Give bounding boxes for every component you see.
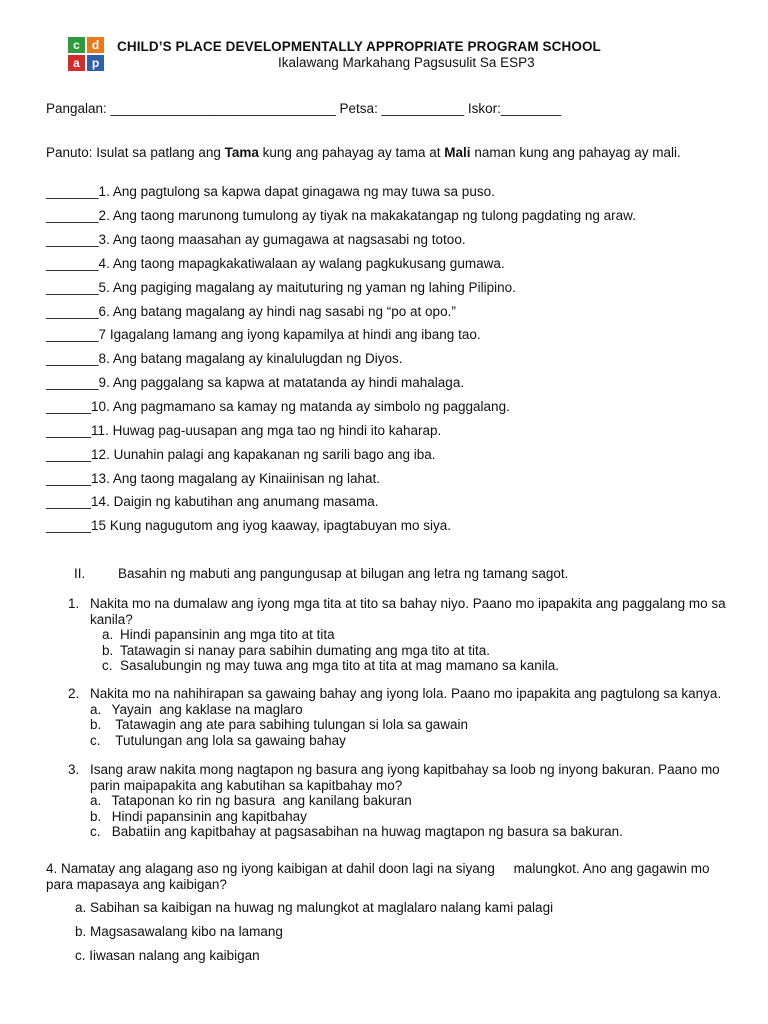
- question-number: 2.: [68, 686, 80, 701]
- tf-item-15: ______15 Kung nagugutom ang iyog kaaway, ipagtabuyan mo siya.: [46, 518, 452, 533]
- option-c: c. Babatiin ang kapitbahay at pagsasabihan na huwag magtapon ng basura sa bakuran.: [90, 824, 623, 839]
- exam-title: Ikalawang Markahang Pagsusulit Sa ESP3: [278, 55, 535, 70]
- option-b: b. Tatawagin si nanay para sabihin dumating ang mga tito at tita.: [102, 642, 490, 658]
- q4-option-a: a. Sabihan sa kaibigan na huwag ng malungkot at maglalaro nalang kami palagi: [75, 900, 554, 915]
- section-2-number: II.: [74, 566, 86, 581]
- tf-item-5: _______5. Ang pagiging magalang ay maituturing ng yaman ng lahing Pilipino.: [46, 280, 516, 295]
- option-a: a. Hindi papansinin ang mga tito at tita: [102, 627, 335, 642]
- tf-item-10: ______10. Ang pagmamano sa kamay ng matanda ay simbolo ng paggalang.: [46, 399, 510, 414]
- tf-item-3: _______3. Ang taong maasahan ay gumagawa at nagsasabi ng totoo.: [46, 232, 466, 247]
- logo-letter-a: a: [73, 56, 80, 70]
- school-name: CHILD’S PLACE DEVELOPMENTALLY APPROPRIATE PROGRAM SCHOOL: [117, 39, 601, 54]
- directions-tama: Tama: [224, 145, 259, 160]
- option-c: c. Sasalubungin ng may tuwa ang mga tito at tita at mag mamano sa kanila.: [102, 658, 560, 673]
- tf-item-4: _______4. Ang taong mapagkakatiwalaan ay walang pagkukusang gumawa.: [46, 256, 505, 271]
- tf-item-14: ______14. Daigin ng kabutihan ang anumang masama.: [46, 494, 379, 509]
- option-a: a. Tataponan ko rin ng basura ang kanilang bakuran: [90, 793, 412, 808]
- option-b: b. Hindi papansinin ang kapitbahay: [90, 808, 307, 824]
- tf-item-6: _______6. Ang batang magalang ay hindi nag sasabi ng “po at opo.”: [46, 304, 456, 319]
- question-text: Isang araw nakita mong nagtapon ng basura ang iyong kapitbahay sa loob ng inyong bakuran. Paano mo parin maipapakita ang kabutihan sa kapitbahay mo?: [90, 762, 720, 793]
- mc-question-3: [68, 762, 728, 840]
- q4-option-c: c. Iiwasan nalang ang kaibigan: [75, 948, 260, 963]
- mc-question-4: 4. Namatay ang alagang aso ng iyong kaibigan at dahil doon lagi na siyang malungkot. Ano ang gagawin mo para mapasaya ang kaibigan?: [46, 861, 714, 892]
- q4-option-b: b. Magsasawalang kibo na lamang: [75, 924, 283, 939]
- tf-item-8: _______8. Ang batang magalang ay kinalulugdan ng Diyos.: [46, 351, 403, 366]
- option-b: b. Tatawagin ang ate para sabihing tulungan si lola sa gawain: [90, 717, 469, 732]
- section-2-heading: [74, 566, 568, 581]
- student-info-line: Pangalan: ______________________________ Petsa: ___________ Iskor:________: [46, 101, 561, 116]
- directions-mali: Mali: [444, 145, 471, 160]
- directions-pre: Panuto: Isulat sa patlang ang: [46, 145, 225, 160]
- school-logo: [68, 37, 104, 71]
- section-2-instruction: Basahin ng mabuti ang pangungusap at bilugan ang letra ng tamang sagot.: [118, 566, 569, 581]
- logo-letter-c: c: [73, 38, 80, 52]
- tf-item-7: _______7 Igagalang lamang ang iyong kapamilya at hindi ang ibang tao.: [46, 327, 481, 342]
- mc-question-1: [68, 596, 728, 674]
- mc-question-2: [68, 686, 728, 748]
- directions-post: naman kung ang pahayag ay mali.: [470, 145, 681, 160]
- tf-item-11: ______11. Huwag pag-uusapan ang mga tao ng hindi ito kaharap.: [46, 423, 442, 438]
- question-text: Nakita mo na dumalaw ang iyong mga tita at tito sa bahay niyo. Paano mo ipapakita ang paggalang mo sa kanila?: [90, 596, 726, 627]
- logo-letter-d: d: [91, 38, 100, 52]
- tf-item-12: ______12. Uunahin palagi ang kapakanan ng sarili bago ang iba.: [46, 447, 436, 462]
- question-number: 1.: [68, 596, 80, 611]
- tf-item-1: _______1. Ang pagtulong sa kapwa dapat ginagawa ng may tuwa sa puso.: [46, 184, 495, 199]
- question-text: Nakita mo na nahihirapan sa gawaing bahay ang iyong lola. Paano mo ipapakita ang pagtulong sa kanya.: [90, 686, 722, 701]
- tf-item-2: _______2. Ang taong marunong tumulong ay tiyak na makakatangap ng tulong pagdating ng araw.: [46, 208, 636, 223]
- tf-item-13: ______13. Ang taong magalang ay Kinaiinisan ng lahat.: [46, 471, 381, 486]
- question-number: 3.: [68, 762, 80, 777]
- directions-mid: kung ang pahayag ay tama at: [258, 145, 445, 160]
- tf-item-9: _______9. Ang paggalang sa kapwa at matatanda ay hindi mahalaga.: [46, 375, 465, 390]
- option-a: a. Yayain ang kaklase na maglaro: [90, 701, 303, 717]
- directions: [46, 145, 736, 160]
- logo-letter-p: p: [91, 56, 100, 70]
- option-c: c. Tutulungan ang lola sa gawaing bahay: [90, 732, 346, 748]
